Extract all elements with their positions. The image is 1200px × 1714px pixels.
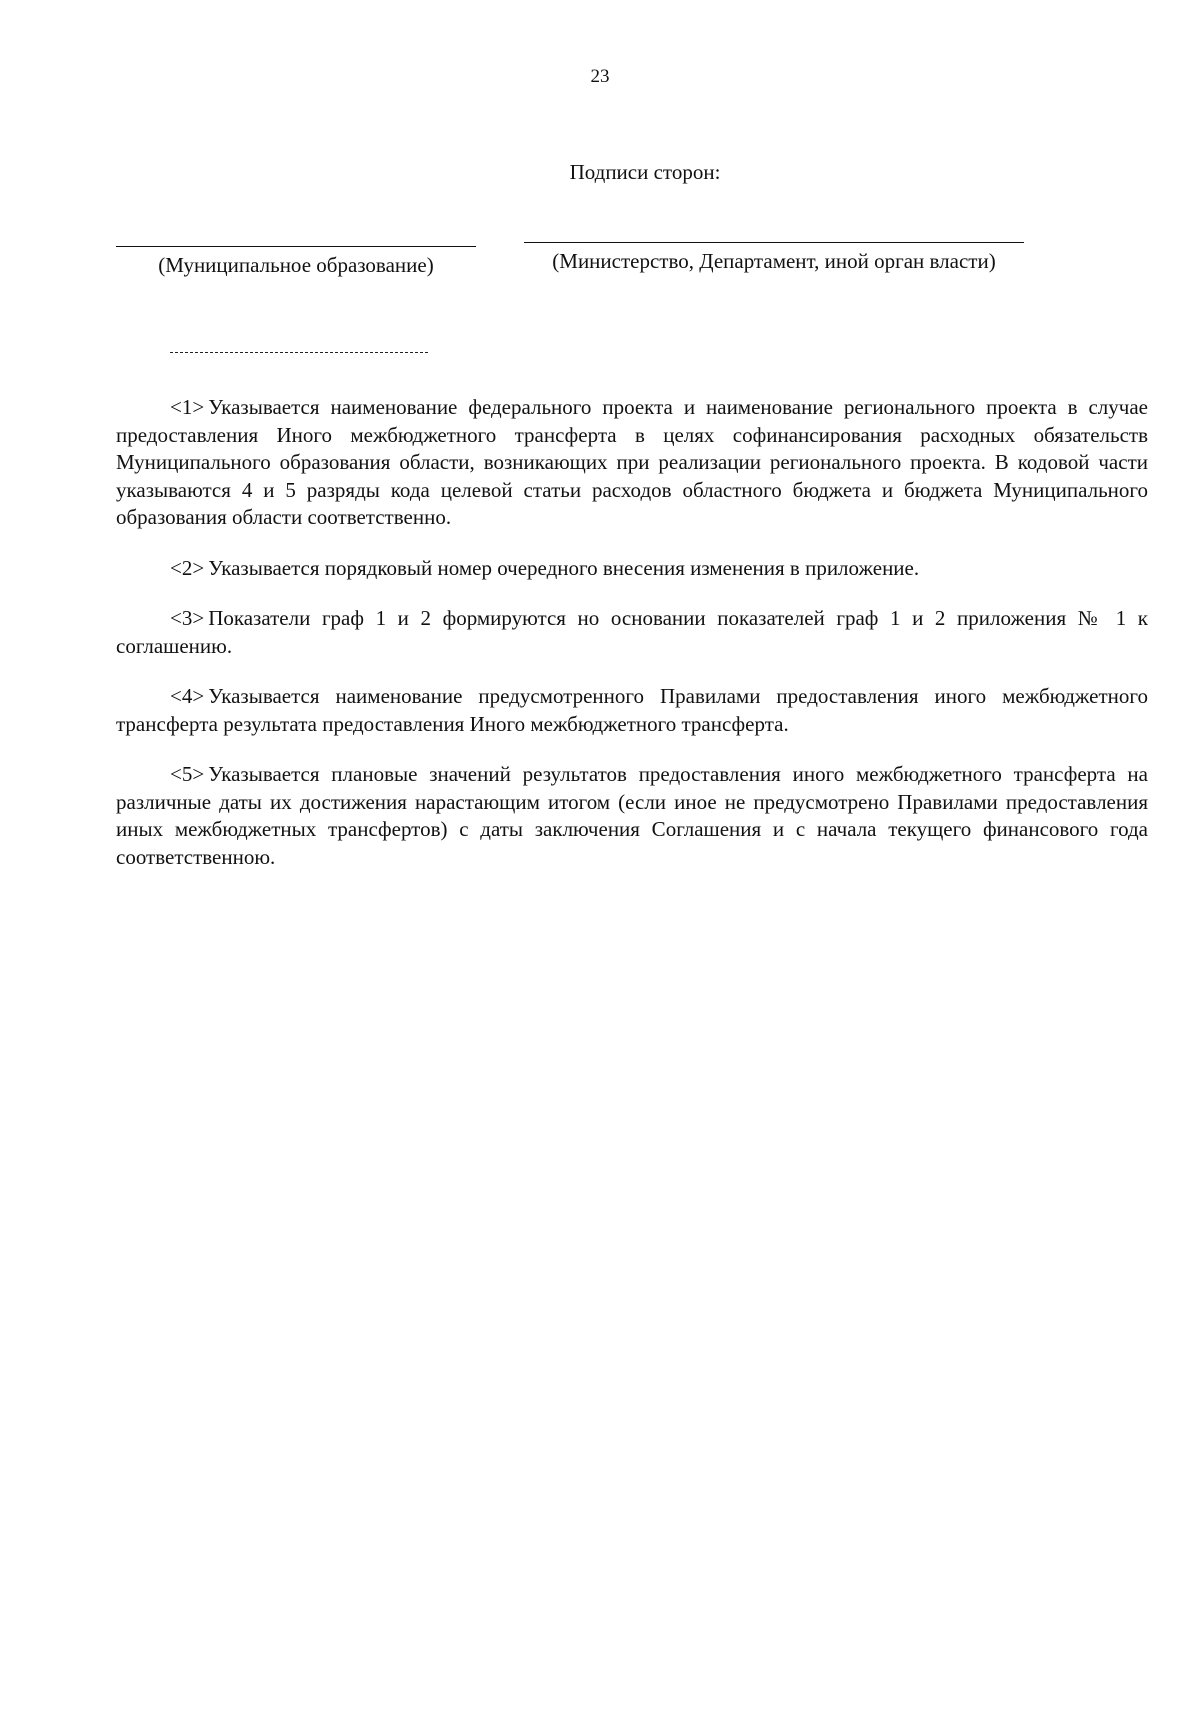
footnote-1 (116, 394, 1148, 532)
footnote-3 (116, 605, 1148, 660)
signature-label-municipality: (Муниципальное образование) (158, 253, 434, 277)
footnote-mark: <5> (170, 762, 205, 786)
page-number: 23 (590, 66, 610, 87)
footnote-mark: <1> (170, 395, 205, 419)
footnote-text: Указывается порядковый номер очередного внесения изменения в приложение. (208, 555, 920, 580)
signature-block-municipality (116, 246, 476, 280)
footnote-text: Показатели граф 1 и 2 формируются но основании показателей граф 1 и 2 приложения № 1 к соглашению. (116, 606, 1148, 658)
signature-line-municipality (116, 246, 476, 247)
footnote-5 (116, 761, 1148, 871)
footnote-text: Указывается плановые значений результатов предоставления иного межбюджетного трансферта на различные даты их достижения нарастающим итогом (если иное не предусмотрено Правилами предоставления иных межбюджетных трансфертов) с даты заключения Соглашения и с начала текущего финансового года соответственною. (116, 762, 1148, 869)
footnote-text: Указывается наименование федерального проекта и наименование регионального проекта в случае предоставления Иного межбюджетного трансферта в целях софинансирования расходных обязательств Муниципального образования области, возникающих при реализации регионального проекта. В кодовой части указываются 4 и 5 разряды кода целевой статьи расходов областного бюджета и бюджета Муниципального образования области соответственно. (116, 395, 1148, 529)
footnote-divider (170, 352, 428, 353)
footnote-2 (116, 555, 1148, 583)
footnote-mark: <2> (170, 555, 205, 580)
signature-label-ministry: (Министерство, Департамент, иной орган власти) (552, 249, 996, 273)
footnote-text: Указывается наименование предусмотренного Правилами предоставления иного межбюджетного трансферта результата предоставления Иного межбюджетного трансферта. (116, 684, 1148, 736)
footnote-4 (116, 683, 1148, 738)
footnotes-section (116, 394, 1148, 894)
signatures-title: Подписи сторон: (569, 160, 721, 184)
footnote-mark: <4> (170, 684, 205, 708)
signature-block-ministry (524, 242, 1024, 276)
footnote-mark: <3> (170, 606, 205, 630)
signature-line-ministry (524, 242, 1024, 243)
